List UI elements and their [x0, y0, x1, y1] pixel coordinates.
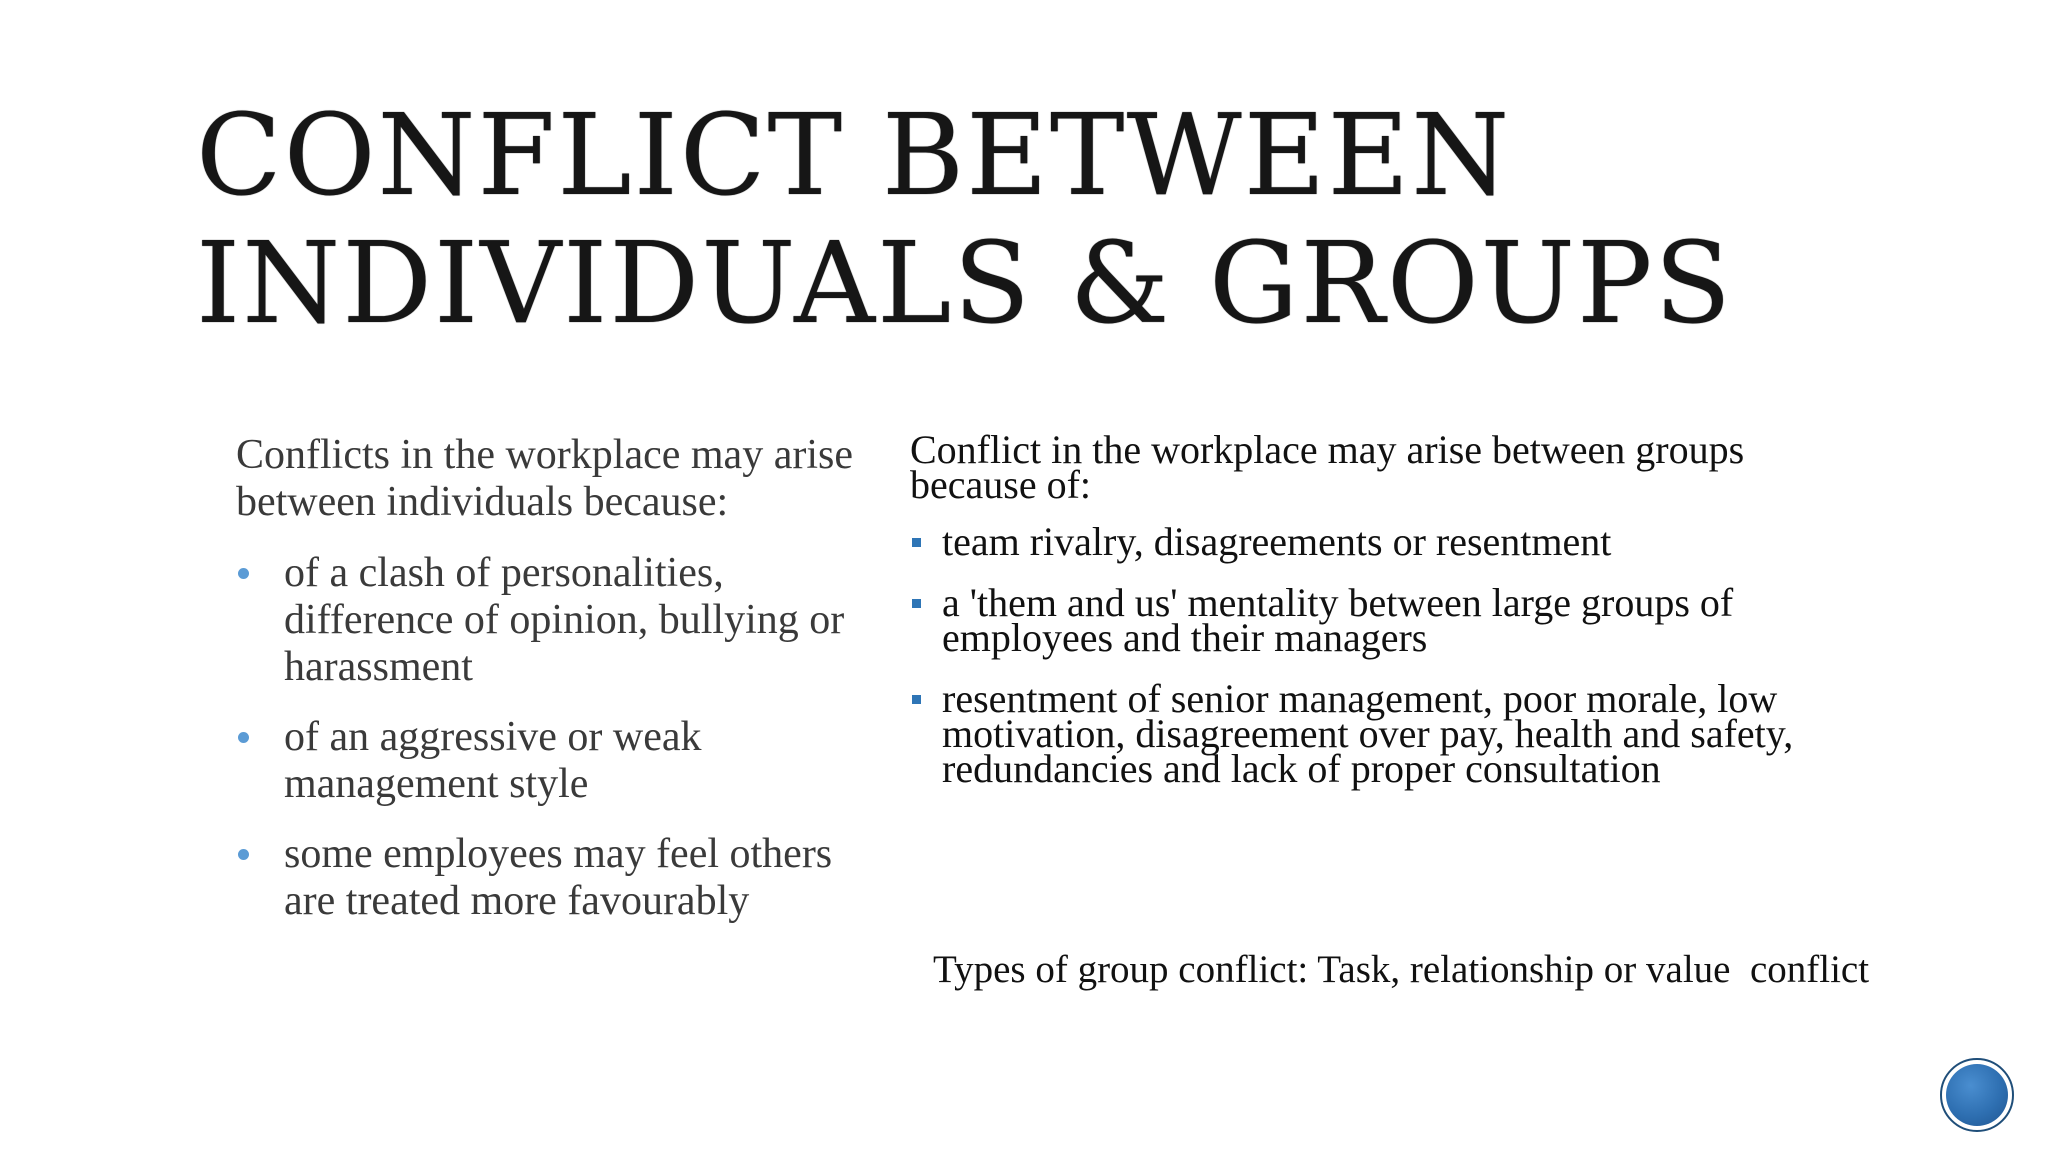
group-conflict-types: Types of group conflict: Task, relationship or value conflict: [933, 948, 1870, 991]
list-item-text: of a clash of personalities, difference of opinion, bullying or harassment: [284, 550, 845, 690]
list-item-text: of an aggressive or weak management style: [284, 714, 702, 807]
individual-conflict-list: [236, 550, 876, 925]
list-item: [236, 550, 876, 691]
nav-circle-fill: [1946, 1064, 2008, 1126]
list-item-text: some employees may feel others are treated more favourably: [284, 831, 833, 924]
square-bullet-icon: [912, 695, 921, 704]
square-bullet-icon: [912, 599, 921, 608]
list-item: [910, 676, 1860, 791]
slide-navigation-circle-icon[interactable]: [1940, 1058, 2014, 1132]
list-item: [910, 580, 1860, 660]
individual-conflict-intro: Conflicts in the workplace may arise between individuals because:: [236, 432, 853, 525]
list-item-text: a 'them and us' mentality between large groups of employees and their managers: [942, 580, 1734, 660]
list-item: [910, 519, 1860, 564]
list-item-text: resentment of senior management, poor morale, low motivation, disagreement over pay, health and safety, redundancies and lack of proper consultation: [942, 676, 1794, 791]
slide-title: [196, 92, 1956, 348]
title-line-1: CONFLICT BETWEEN: [196, 91, 1512, 221]
individual-conflict-column: [236, 432, 876, 948]
square-bullet-icon: [912, 538, 921, 547]
list-item: [236, 714, 876, 808]
group-conflict-list: [910, 519, 1860, 791]
list-item-text: team rivalry, disagreements or resentment: [942, 519, 1612, 564]
round-bullet-icon: [238, 849, 249, 860]
round-bullet-icon: [238, 568, 249, 579]
group-conflict-column: [910, 427, 1860, 812]
title-line-2: INDIVIDUALS & GROUPS: [196, 219, 1734, 349]
round-bullet-icon: [238, 732, 249, 743]
group-conflict-intro: Conflict in the workplace may arise between groups because of:: [910, 427, 1745, 507]
list-item: [236, 831, 876, 925]
